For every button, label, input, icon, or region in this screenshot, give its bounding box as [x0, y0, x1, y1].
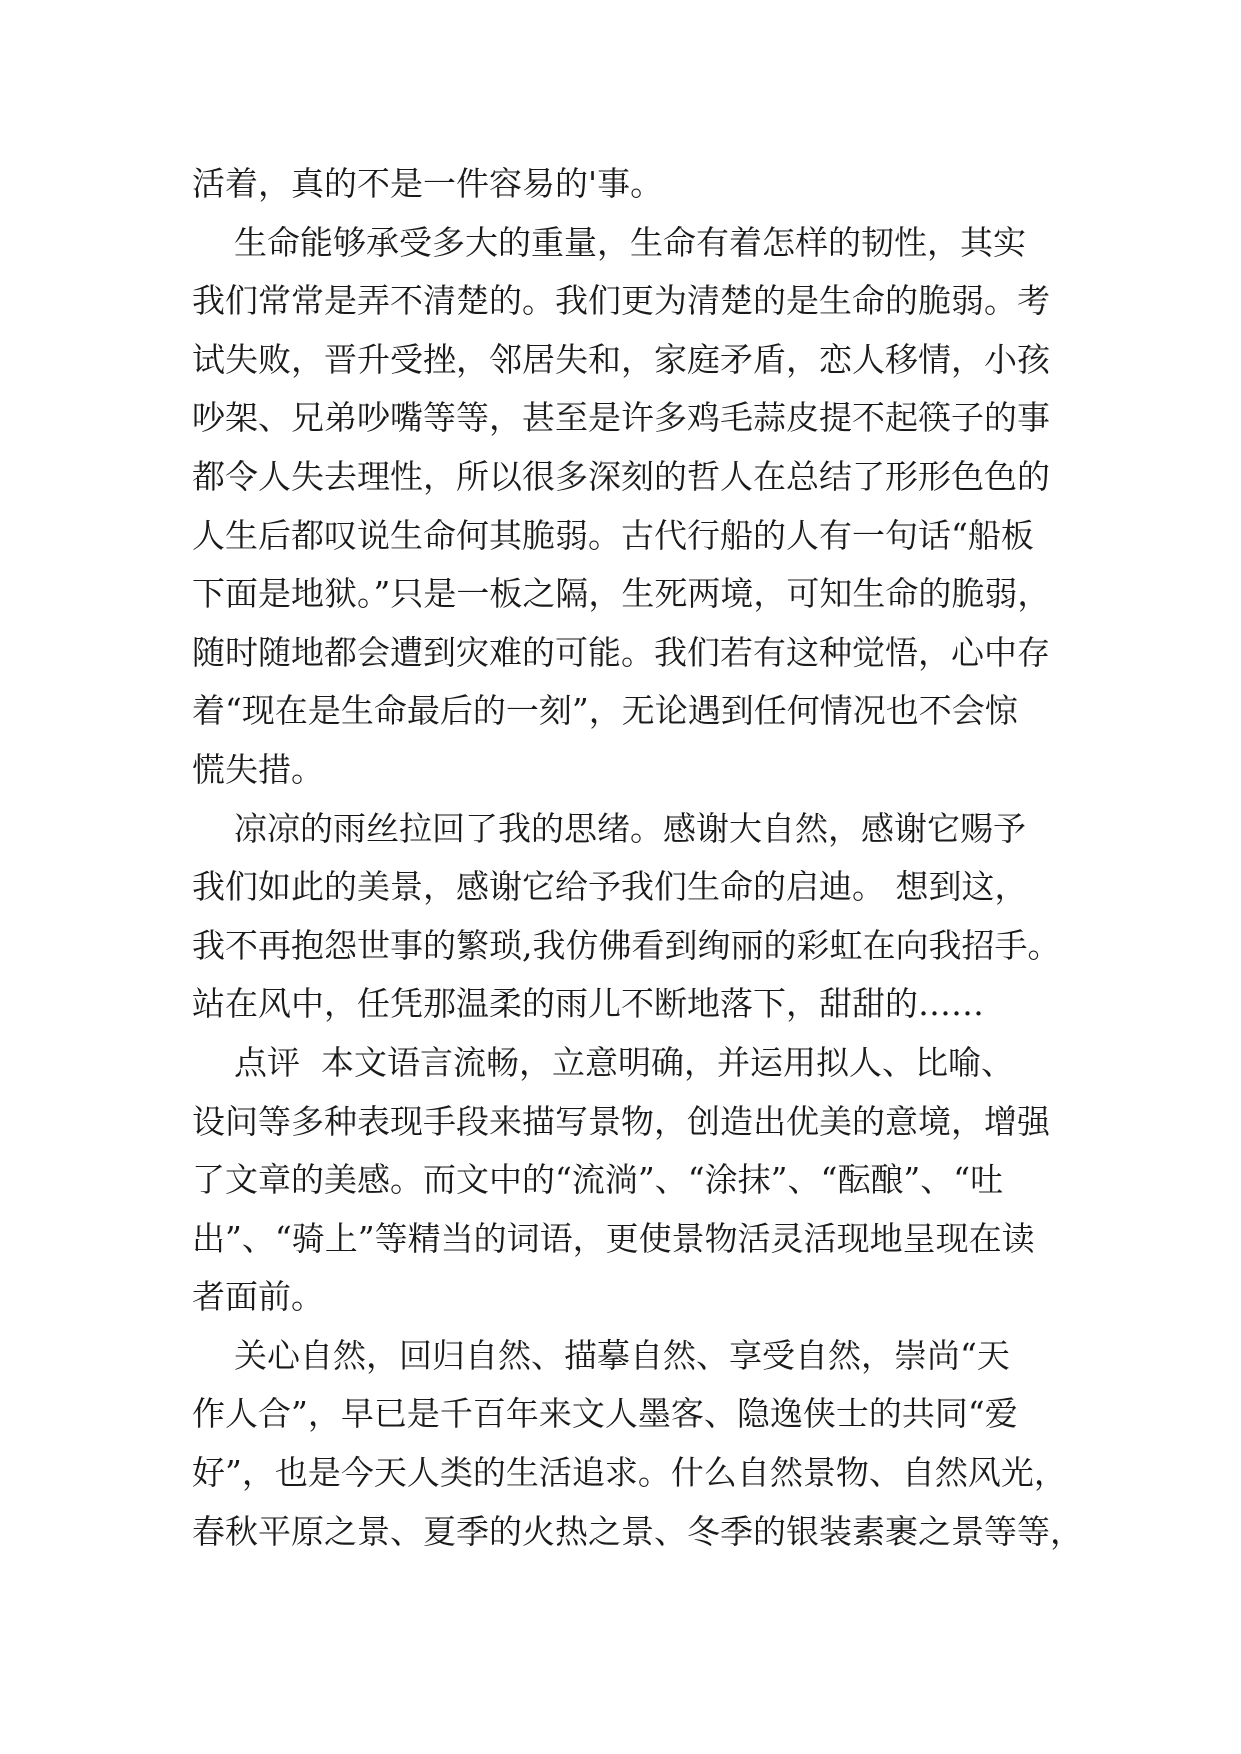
text-line: 凉凉的雨丝拉回了我的思绪。感谢大自然，感谢它赐予 [192, 808, 1026, 848]
text-line: 我不再抱怨世事的繁琐,我仿佛看到绚丽的彩虹在向我招手。 [192, 925, 1061, 965]
text-line: 我们如此的美景，感谢它给予我们生命的启迪。 想到这， [192, 867, 1028, 907]
text-line: 活着，真的不是一件容易的'事。 [192, 164, 664, 203]
text-line: 了文章的美感。而文中的“流淌”、“涂抹”、“酝酿”、“吐 [192, 1160, 1004, 1200]
text-line: 吵架、兄弟吵嘴等等，甚至是许多鸡毛蒜皮提不起筷子的事 [192, 398, 1050, 438]
text-line: 人生后都叹说生命何其脆弱。古代行船的人有一句话“船板 [192, 515, 1034, 555]
text-line: 试失败，晋升受挫，邻居失和，家庭矛盾，恋人移情，小孩 [192, 339, 1050, 379]
text-line: 下面是地狱。”只是一板之隔，生死两境，可知生命的脆弱， [192, 574, 1051, 614]
body-text [192, 155, 1083, 1561]
text-line: 生命能够承受多大的重量，生命有着怎样的韧性，其实 [192, 222, 1026, 262]
text-line: 随时随地都会遭到灾难的可能。我们若有这种觉悟，心中存 [192, 632, 1050, 672]
text-line: 着“现在是生命最后的一刻”，无论遇到任何情况也不会惊 [192, 691, 1018, 731]
text-line: 都令人失去理性，所以很多深刻的哲人在总结了形形色色的 [192, 456, 1050, 496]
text-line: 关心自然，回归自然、描摹自然、享受自然，崇尚“天 [192, 1335, 1010, 1375]
text-line: 出”、“骑上”等精当的词语，更使景物活灵活现地呈现在读 [192, 1218, 1035, 1258]
text-line: 设问等多种表现手段来描写景物，创造出优美的意境，增强 [192, 1101, 1050, 1141]
text-line: 好”，也是今天人类的生活追求。什么自然景物、自然风光， [192, 1453, 1067, 1493]
text-line: 者面前。 [192, 1277, 324, 1317]
text-line: 作人合”，早已是千百年来文人墨客、隐逸侠士的共同“爱 [192, 1394, 1018, 1434]
text-line: 点评 本文语言流畅，立意明确，并运用拟人、比喻、 [192, 1042, 1014, 1082]
text-line: 慌失措。 [192, 749, 324, 789]
text-line: 春秋平原之景、夏季的火热之景、冬季的银装素裹之景等等， [192, 1511, 1083, 1551]
text-line: 站在风中，任凭那温柔的雨儿不断地落下，甜甜的…… [192, 984, 984, 1024]
text-line: 我们常常是弄不清楚的。我们更为清楚的是生命的脆弱。考 [192, 281, 1050, 321]
